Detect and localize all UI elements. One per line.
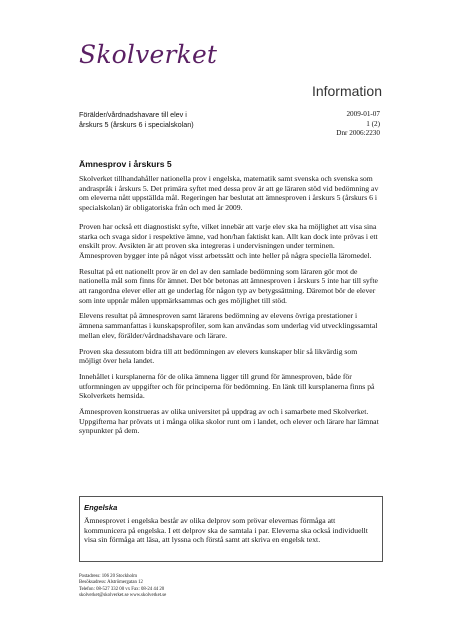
- body-text: [79, 174, 379, 442]
- document-date: 2009-01-07: [346, 110, 380, 118]
- paragraph: Skolverket tillhandahåller nationella prov i engelska, matematik samt svenska och svenska som andraspråk i årskurs 5. Det primära syftet med dessa prov är att ge läraren stöd vid bedömning av om eleverna nått uppställda mål. Regeringen har beslutat att ämnesproven i årskurs 5 (årskurs 6 i specialskolan) är obligatoriska från och med år 2009.: [79, 174, 379, 213]
- paragraph: Elevens resultat på ämnesproven samt lärarens bedömning av elevens övriga prestationer i ämnena sammanfattas i kunskapsprofiler, som kan användas som underlag vid utvecklingssamtal mellan elev, förälder/vårdnadshavare och lärare.: [79, 311, 378, 340]
- paragraph: Innehållet i kursplanerna för de olika ämnena ligger till grund för ämnesproven, både för utformningen av uppgifter och för principerna för bedömning. En länk till kursplanerna finns på Skolverkets hemsida.: [79, 371, 375, 401]
- english-info-box: [79, 496, 383, 562]
- page-title: Ämnesprov i årskurs 5: [79, 159, 172, 169]
- document-meta: [336, 110, 380, 139]
- recipient-block: [79, 110, 194, 129]
- footer-contact: [79, 574, 166, 599]
- recipient-line: årskurs 5 (årskurs 6 i specialskolan): [79, 119, 194, 129]
- box-text: Ämnesprovet i engelska består av olika delprov som prövar elevernas förmåga att kommunicera på engelska. I ett delprov ska de samtala i par. Eleverna ska också individuellt visa sin förmåga att läsa, att lyssna och förstå samt att skriva en engelsk text.: [84, 516, 368, 545]
- footer-line: Postadress: 106 20 Stockholm: [79, 574, 137, 579]
- registration-number: Dnr 2006:2230: [336, 129, 380, 137]
- recipient-line: Förälder/vårdnadshavare till elev i: [79, 110, 187, 119]
- paragraph: Proven ska dessutom bidra till att bedömningen av elevers kunskaper blir så likvärdig som möjligt över hela landet.: [79, 346, 358, 366]
- skolverket-logo: Skolverket: [79, 40, 218, 69]
- paragraph: Proven har också ett diagnostiskt syfte, vilket innebär att varje elev ska ha möjlighet att visa sina starka och svaga sidor i respektive ämne, vad hon/han faktiskt kan. Allt kan dock inte prövas i ett enskilt prov. Avsikten är att proven ska integreras i undervisningen under terminen. Ämnesproven bygger inte på något visst arbetssätt och inte heller på några speciella läromedel.: [79, 221, 378, 260]
- box-heading: Engelska: [84, 503, 118, 512]
- paragraph: Ämnesproven konstrueras av olika universitet på uppdrag av och i samarbete med Skolverket. Uppgifterna har prövats ut i många olika skolor runt om i landet, och elever och lärare har lämnat synpunkter på dem.: [79, 407, 379, 436]
- paragraph: Resultat på ett nationellt prov är en del av den samlade bedömning som läraren gör mot de nationella mål som finns för ämnet. Det bör betonas att ämnesproven i årskurs 5 inte har till syfte att rangordna elever eller att ge underlag för någon typ av betygssättning. Däremot bör de elever som inte uppnår målen uppmärksammas och ges möjlighet till stöd.: [79, 266, 378, 305]
- footer-line: skolverket@skolverket.se www.skolverket.se: [79, 592, 167, 598]
- footer-line: Besöksadress: Alströmergatan 12: [79, 580, 143, 586]
- page-number: 1 (2): [366, 119, 380, 128]
- document-type-heading: Information: [311, 83, 382, 99]
- footer-line: Telefon: 08-527 332 00 vx Fax: 08-24 44 20: [79, 586, 165, 592]
